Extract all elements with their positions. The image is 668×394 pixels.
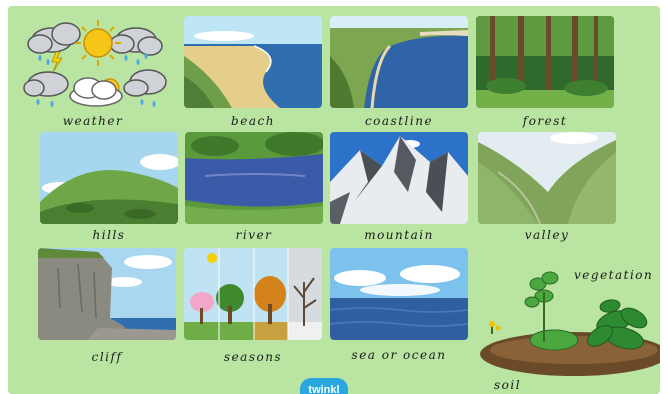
card-seasons xyxy=(184,248,322,368)
label-forest: forest xyxy=(522,114,568,128)
card-beach xyxy=(184,16,322,136)
seasons-photo xyxy=(184,248,322,340)
hills-photo xyxy=(40,132,178,224)
label-cliff: cliff xyxy=(91,350,123,364)
label-beach: beach xyxy=(231,114,275,128)
river-photo xyxy=(185,132,323,224)
card-weather xyxy=(18,16,168,136)
coastline-photo xyxy=(330,16,468,108)
card-forest xyxy=(476,16,614,136)
label-hills: hills xyxy=(92,228,126,242)
label-mountain: mountain xyxy=(364,228,434,242)
mountain-photo xyxy=(330,132,468,224)
valley-photo xyxy=(478,132,616,224)
sea-photo xyxy=(330,248,468,340)
beach-photo xyxy=(184,16,322,108)
card-hills xyxy=(40,132,178,252)
label-soil: soil xyxy=(494,378,522,392)
forest-photo xyxy=(476,16,614,108)
label-coastline: coastline xyxy=(364,114,434,128)
label-river: river xyxy=(235,228,273,242)
cliff-photo xyxy=(38,248,176,340)
card-valley xyxy=(478,132,616,252)
card-mountain xyxy=(330,132,468,252)
label-weather: weather xyxy=(62,114,124,128)
label-valley: valley xyxy=(524,228,570,242)
card-sea xyxy=(330,248,468,368)
label-seasons: seasons xyxy=(223,350,283,364)
label-sea: sea or ocean xyxy=(351,348,447,362)
weather-clouds-sun-icon xyxy=(18,16,168,108)
twinkl-logo: twinkl xyxy=(300,378,348,394)
vocabulary-sheet xyxy=(8,6,660,394)
card-river xyxy=(185,132,323,252)
card-coastline xyxy=(330,16,468,136)
card-cliff xyxy=(38,248,176,368)
label-vegetation: vegetation xyxy=(574,268,654,282)
